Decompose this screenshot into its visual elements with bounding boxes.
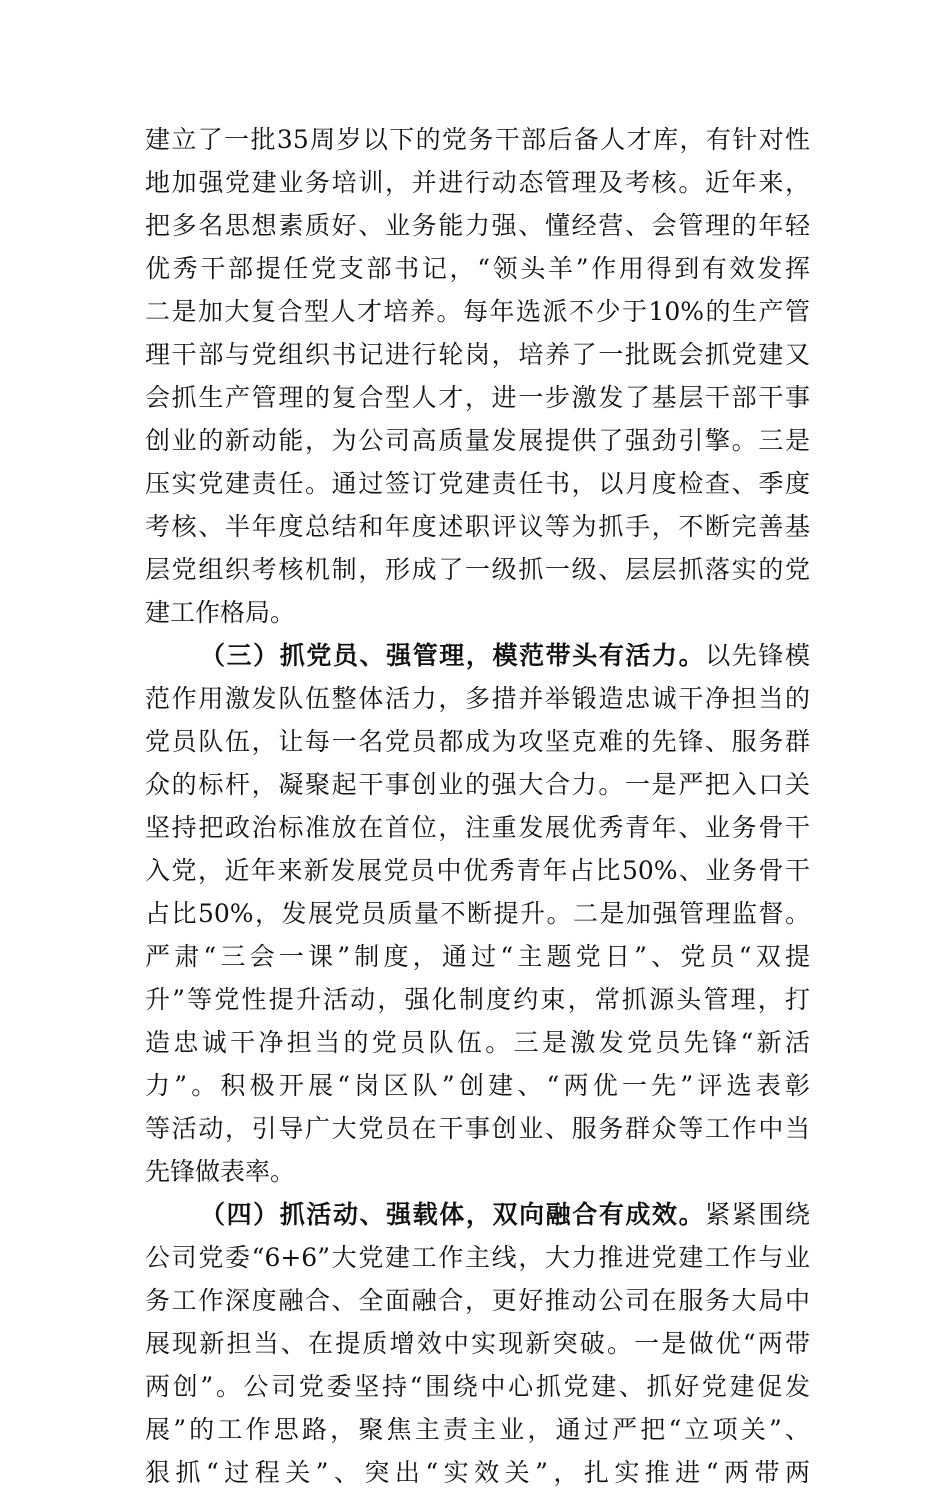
- section-heading-line: [145, 634, 810, 677]
- text-line: 入党，近年来新发展党员中优秀青年占比50%、业务骨干: [145, 856, 810, 885]
- section-heading-line: [145, 1193, 810, 1236]
- text-line: 会抓生产管理的复合型人才，进一步激发了基层干部干事: [145, 383, 810, 412]
- text-line: 坚持把政治标准放在首位，注重发展优秀青年、业务骨干: [145, 813, 810, 842]
- text-line: 层党组织考核机制，形成了一级抓一级、层层抓落实的党: [145, 555, 810, 584]
- text-line: 范作用激发队伍整体活力，多措并举锻造忠诚干净担当的: [145, 684, 810, 713]
- text-line: 压实党建责任。通过签订党建责任书，以月度检查、季度: [145, 469, 810, 498]
- text-line: 公司党委“6+6”大党建工作主线，大力推进党建工作与业: [145, 1243, 810, 1272]
- text-line: 建工作格局。: [145, 598, 296, 627]
- text-line: 二是加大复合型人才培养。每年选派不少于10%的生产管: [145, 297, 810, 326]
- text-line: 等活动，引导广大党员在干事创业、服务群众等工作中当: [145, 1114, 810, 1143]
- text-line: 党员队伍，让每一名党员都成为攻坚克难的先锋、服务群: [145, 727, 810, 756]
- section-heading: （四）抓活动、强载体，双向融合有成效。: [200, 1200, 706, 1229]
- text-line: 展”的工作思路，聚焦主责主业，通过严把“立项关”、: [145, 1415, 810, 1444]
- text-line: 理干部与党组织书记进行轮岗，培养了一批既会抓党建又: [145, 340, 810, 369]
- text-line: 占比50%，发展党员质量不断提升。二是加强管理监督。: [145, 899, 810, 928]
- text-line: 把多名思想素质好、业务能力强、懂经营、会管理的年轻: [145, 211, 810, 240]
- text-line: 众的标杆，凝聚起干事创业的强大合力。一是严把入口关: [145, 770, 810, 799]
- section-heading-continuation: 以先锋模: [705, 641, 810, 670]
- text-line: 两创”。公司党委坚持“围绕中心抓党建、抓好党建促发: [145, 1372, 810, 1401]
- document-body: [145, 118, 810, 1494]
- text-line: 狠抓“过程关”、突出“实效关”，扎实推进“两带两: [145, 1458, 810, 1487]
- text-line: 先锋做表率。: [145, 1157, 296, 1186]
- text-line: 展现新担当、在提质增效中实现新突破。一是做优“两带: [145, 1329, 810, 1358]
- section-heading: （三）抓党员、强管理，模范带头有活力。: [200, 641, 706, 670]
- text-line: 创业的新动能，为公司高质量发展提供了强劲引擎。三是: [145, 426, 810, 455]
- text-line: 务工作深度融合、全面融合，更好推动公司在服务大局中: [145, 1286, 810, 1315]
- text-line: 升”等党性提升活动，强化制度约束，常抓源头管理，打: [145, 985, 810, 1014]
- section-heading-continuation: 紧紧围绕: [705, 1200, 810, 1229]
- text-line: 力”。积极开展“岗区队”创建、“两优一先”评选表彰: [145, 1071, 810, 1100]
- text-line: 优秀干部提任党支部书记，“领头羊”作用得到有效发挥: [145, 254, 810, 283]
- text-line: 考核、半年度总结和年度述职评议等为抓手，不断完善基: [145, 512, 810, 541]
- text-line: 造忠诚干净担当的党员队伍。三是激发党员先锋“新活: [145, 1028, 810, 1057]
- text-line: 地加强党建业务培训，并进行动态管理及考核。近年来，: [145, 168, 810, 197]
- text-line: 严肃“三会一课”制度，通过“主题党日”、党员“双提: [145, 942, 810, 971]
- text-line: 建立了一批35周岁以下的党务干部后备人才库，有针对性: [145, 125, 810, 154]
